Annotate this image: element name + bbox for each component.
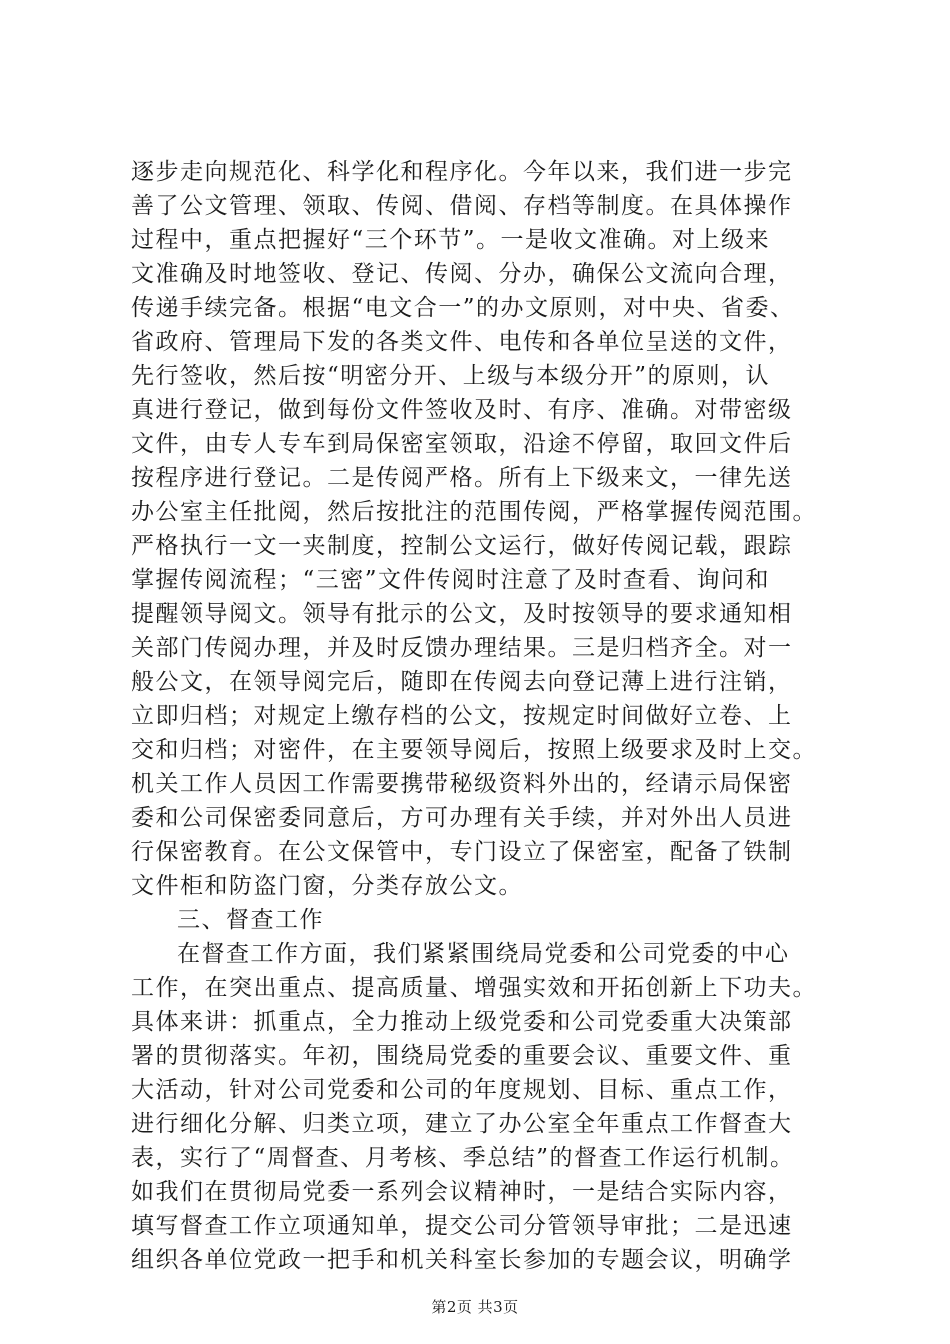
text-line: 交和归档；对密件，在主要领导阅后，按照上级要求及时上交。 bbox=[131, 737, 817, 763]
text-line: 委和公司保密委同意后，方可办理有关手续，并对外出人员进 bbox=[131, 805, 793, 831]
text-line: 省政府、管理局下发的各类文件、电传和各单位呈送的文件， bbox=[131, 329, 793, 355]
text-line: 文件柜和防盗门窗，分类存放公文。 bbox=[131, 873, 523, 899]
text-line: 掌握传阅流程；“三密”文件传阅时注意了及时查看、询问和 bbox=[131, 567, 771, 593]
text-line: 关部门传阅办理，并及时反馈办理结果。三是归档齐全。对一 bbox=[131, 635, 793, 661]
section-heading: 三、督查工作 bbox=[177, 907, 324, 933]
text-line: 在督查工作方面，我们紧紧围绕局党委和公司党委的中心 bbox=[177, 941, 790, 967]
document-body bbox=[131, 155, 851, 1277]
text-line: 提醒领导阅文。领导有批示的公文，及时按领导的要求通知相 bbox=[131, 601, 793, 627]
text-line: 过程中，重点把握好“三个环节”。一是收文准确。对上级来 bbox=[131, 227, 771, 253]
text-line: 组织各单位党政一把手和机关科室长参加的专题会议，明确学 bbox=[131, 1247, 793, 1273]
text-line: 传递手续完备。根据“电文合一”的办文原则，对中央、省委、 bbox=[131, 295, 795, 321]
text-line: 按程序进行登记。二是传阅严格。所有上下级来文，一律先送 bbox=[131, 465, 793, 491]
text-line: 般公文，在领导阅完后，随即在传阅去向登记薄上进行注销， bbox=[131, 669, 793, 695]
text-line: 文件，由专人专车到局保密室领取，沿途不停留，取回文件后 bbox=[131, 431, 793, 457]
text-line: 工作，在突出重点、提高质量、增强实效和开拓创新上下功夫。 bbox=[131, 975, 817, 1001]
text-line: 填写督查工作立项通知单，提交公司分管领导审批；二是迅速 bbox=[131, 1213, 793, 1239]
text-line: 严格执行一文一夹制度，控制公文运行，做好传阅记载，跟踪 bbox=[131, 533, 793, 559]
text-line: 办公室主任批阅，然后按批注的范围传阅，严格掌握传阅范围。 bbox=[131, 499, 817, 525]
text-line: 先行签收，然后按“明密分开、上级与本级分开”的原则，认 bbox=[131, 363, 771, 389]
page-number-footer: 第2页 共3页 bbox=[431, 1298, 519, 1316]
text-line: 表，实行了“周督查、月考核、季总结”的督查工作运行机制。 bbox=[131, 1145, 795, 1171]
text-line: 具体来讲：抓重点，全力推动上级党委和公司党委重大决策部 bbox=[131, 1009, 793, 1035]
text-line: 文准确及时地签收、登记、传阅、分办，确保公文流向合理， bbox=[131, 261, 793, 287]
text-line: 进行细化分解、归类立项，建立了办公室全年重点工作督查大 bbox=[131, 1111, 793, 1137]
text-line: 如我们在贯彻局党委一系列会议精神时，一是结合实际内容， bbox=[131, 1179, 793, 1205]
text-line: 善了公文管理、领取、传阅、借阅、存档等制度。在具体操作 bbox=[131, 193, 793, 219]
text-line: 真进行登记，做到每份文件签收及时、有序、准确。对带密级 bbox=[131, 397, 793, 423]
text-line: 大活动，针对公司党委和公司的年度规划、目标、重点工作， bbox=[131, 1077, 793, 1103]
text-line: 立即归档；对规定上缴存档的公文，按规定时间做好立卷、上 bbox=[131, 703, 793, 729]
text-line: 逐步走向规范化、科学化和程序化。今年以来，我们进一步完 bbox=[131, 159, 793, 185]
text-line: 署的贯彻落实。年初，围绕局党委的重要会议、重要文件、重 bbox=[131, 1043, 793, 1069]
text-line: 机关工作人员因工作需要携带秘级资料外出的，经请示局保密 bbox=[131, 771, 793, 797]
text-line: 行保密教育。在公文保管中，专门设立了保密室，配备了铁制 bbox=[131, 839, 793, 865]
